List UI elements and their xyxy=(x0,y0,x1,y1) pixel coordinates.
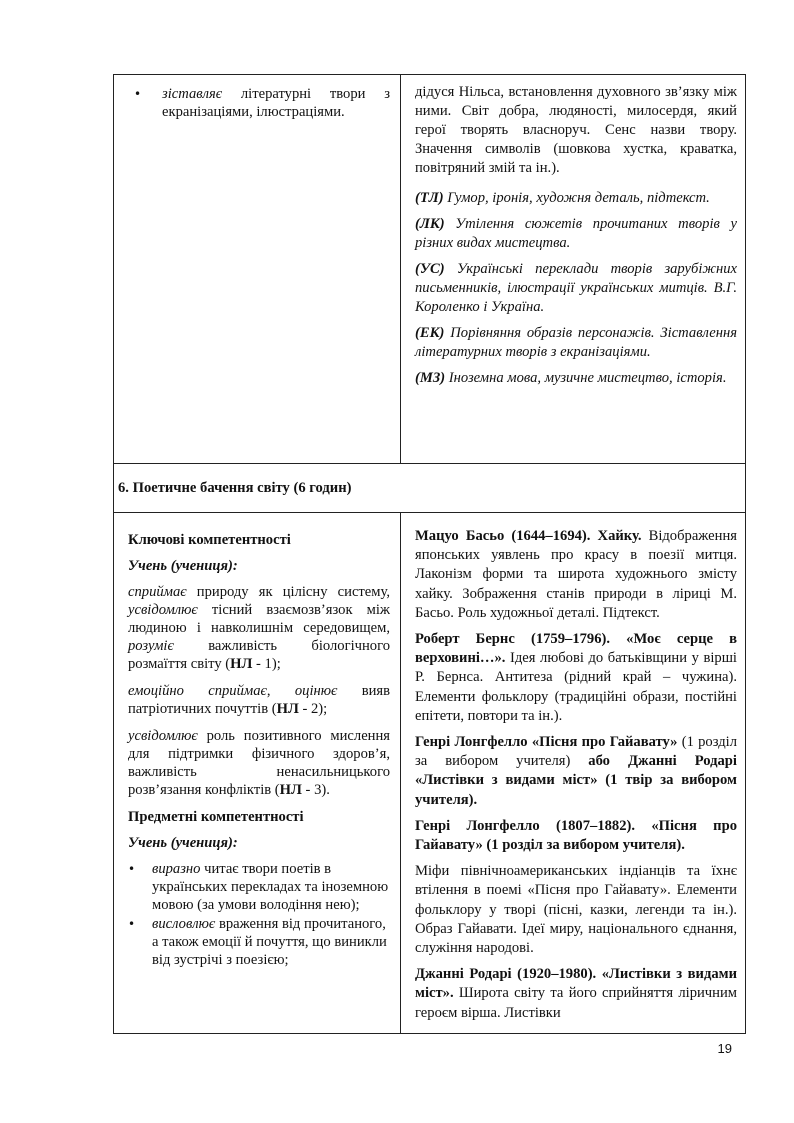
link-tl: (ТЛ) Гумор, іронія, художня деталь, підтекст. xyxy=(415,190,710,206)
student-label: Учень (учениця): xyxy=(128,835,238,851)
curriculum-table xyxy=(113,74,746,1034)
content-paragraph: Генрі Лонгфелло «Пісня про Гайавату» (1 розділ за вибором учителя) або Джанні Родарі «Листівки з видами міст» (1 твір за вибором учителя). xyxy=(415,734,737,808)
student-label: Учень (учениця): xyxy=(128,558,238,574)
table-row xyxy=(114,464,746,513)
content-paragraph: Роберт Бернс (1759–1796). «Моє серце в верховині…». Ідея любові до батьківщини у вірші Р. Бернса. Антитеза (рідний край – чужина). Елементи фольклору (традиційні образи, постійні епітети, повтори та ін.). xyxy=(415,631,737,724)
link-lk: (ЛК) Утілення сюжетів прочитаних творів у різних видах мистецтва. xyxy=(415,216,737,251)
list-item: • виразно читає твори поетів в українських перекладах та іноземною мовою (за умови володіння нею); xyxy=(128,860,390,914)
competence-paragraph: усвідомлює роль позитивного мислення для підтримки фізичного здоров’я, важливість ненасильницького розв’язання конфліктів (НЛ - 3). xyxy=(128,728,390,798)
content-paragraph: дідуся Нільса, встановлення духовного зв’язку між ними. Світ добра, людяності, милосердя, який герої творять власноруч. Сенс назви твору. Значення символів (шовкова хустка, краватка, повітряний змій та ін.). xyxy=(415,84,737,176)
competence-paragraph: сприймає природу як цілісну систему, усвідомлює тісний взаємозв’язок між людиною і навколишнім середовищем, розуміє важливість біологічного розмаїття світу (НЛ - 1); xyxy=(128,584,390,672)
competence-paragraph: емоційно сприймає, оцінює вияв патріотичних почуттів (НЛ - 2); xyxy=(128,683,391,717)
link-ek: (ЕК) Порівняння образів персонажів. Зіставлення літературних творів з екранізаціями. xyxy=(415,325,737,360)
content-paragraph: Генрі Лонгфелло (1807–1882). «Пісня про Гайавату» (1 розділ за вибором учителя). xyxy=(415,817,737,854)
page-number: 19 xyxy=(717,1041,732,1056)
table-row xyxy=(114,513,746,1034)
link-mz: (МЗ) Іноземна мова, музичне мистецтво, історія. xyxy=(415,370,727,386)
list-item: • зіставляє літературні твори з екранізаціями, ілюстраціями. xyxy=(128,85,390,121)
content-paragraph: Мацуо Басьо (1644–1694). Хайку. Відображення японських уявлень про красу в поезії митця. Лаконізм форми та широта художнього змісту хайку. Зображення станів природи в ліриці М. Басьо. Роль художньої деталі. Підтекст. xyxy=(415,528,737,621)
subject-competences-heading: Предметні компетентності xyxy=(128,809,304,825)
list-item: • висловлює враження від прочитаного, а також емоції й почуття, що виникли від зустрічі з поезією; xyxy=(128,915,390,969)
verb: зіставляє xyxy=(162,86,223,102)
content-paragraph: Міфи північноамериканських індіанців та їхнє втілення в поемі «Пісня про Гайавату». Елементи фольклору у творі (пісні, казки, легенди та ін.). Образ Гайавати. Ідеї миру, національного єднання, служіння народові. xyxy=(415,863,737,957)
link-us: (УС) Українські переклади творів зарубіжних письменників, ілюстрації українських митців. В.Г. Короленко і Україна. xyxy=(415,261,737,315)
table-row xyxy=(114,75,746,464)
content-paragraph: Джанні Родарі (1920–1980). «Листівки з видами міст». Широта світу та його сприйняття ліричним героєм вірша. Листівки xyxy=(415,966,737,1021)
section-title: 6. Поетичне бачення світу (6 годин) xyxy=(118,480,352,496)
key-competences-heading: Ключові компетентності xyxy=(128,532,291,548)
